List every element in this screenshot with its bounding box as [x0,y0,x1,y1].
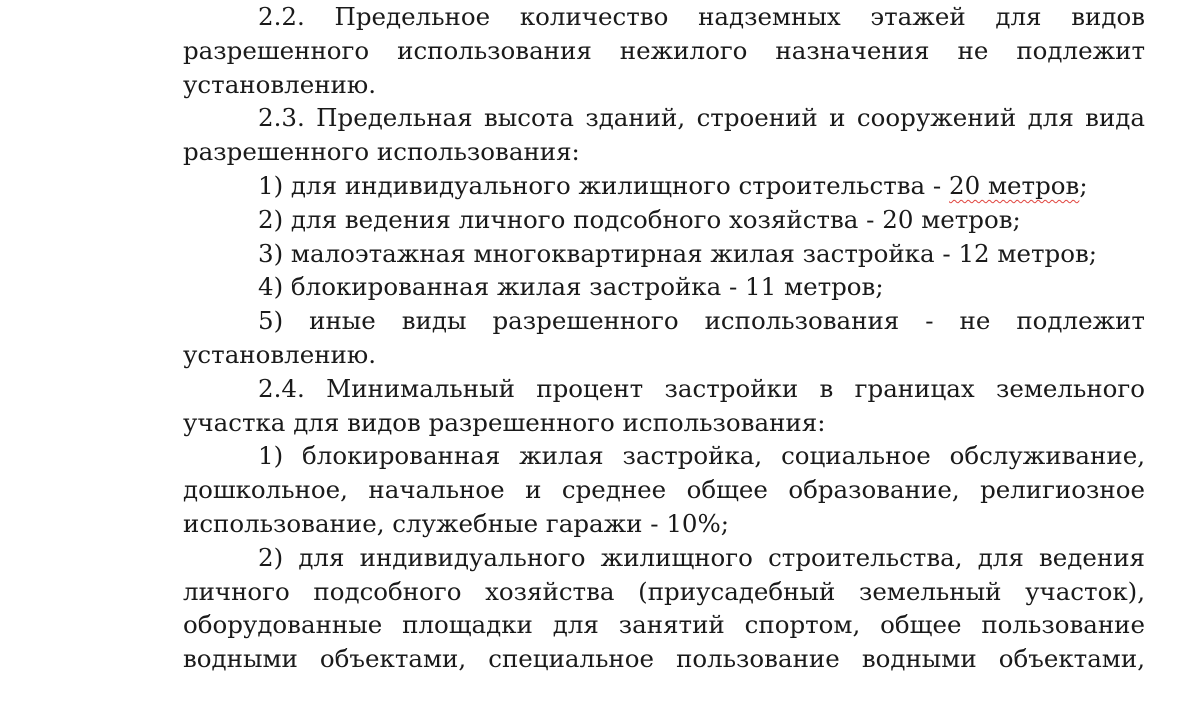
paragraph-2-4: 2.4. Минимальный процент застройки в границах земельного участка для видов разрешенного использования: [183,373,1145,437]
paragraph-2-2: 2.2. Предельное количество надземных этажей для видов разрешенного использования нежилого назначения не подлежит установлению. [183,2,1145,99]
list-item-text: 1) для индивидуального жилищного строительства - [258,170,950,200]
list-item-2-3-5: 5) иные виды разрешенного использования - не подлежит установлению. [183,306,1145,369]
list-item-2-3-2: 2) для ведения личного подсобного хозяйства - 20 метров; [258,204,1021,234]
list-item-2-3-1 [183,169,1145,203]
list-item-text-end: ; [1079,170,1088,200]
list-item-2-4-2: 2) для индивидуального жилищного строительства, для ведения личного подсобного хозяйства (приусадебный земельный участок), оборудованные площадки для занятий спортом, общее пользование водными объектами, специальное пользование водными объектами, [183,542,1145,674]
document-page [183,0,1145,676]
paragraph-2-3: 2.3. Предельная высота зданий, строений и сооружений для вида разрешенного использования: [183,103,1145,167]
spellcheck-marked-text[interactable]: 20 метров [949,170,1080,200]
list-item-2-4-1: 1) блокированная жилая застройка, социальное обслуживание, дошкольное, начальное и среднее общее образование, религиозное использование, служебные гаражи - 10%; [183,441,1145,538]
list-item-2-3-3: 3) малоэтажная многоквартирная жилая застройка - 12 метров; [258,238,1097,268]
list-item-2-3-4: 4) блокированная жилая застройка - 11 метров; [258,272,884,302]
